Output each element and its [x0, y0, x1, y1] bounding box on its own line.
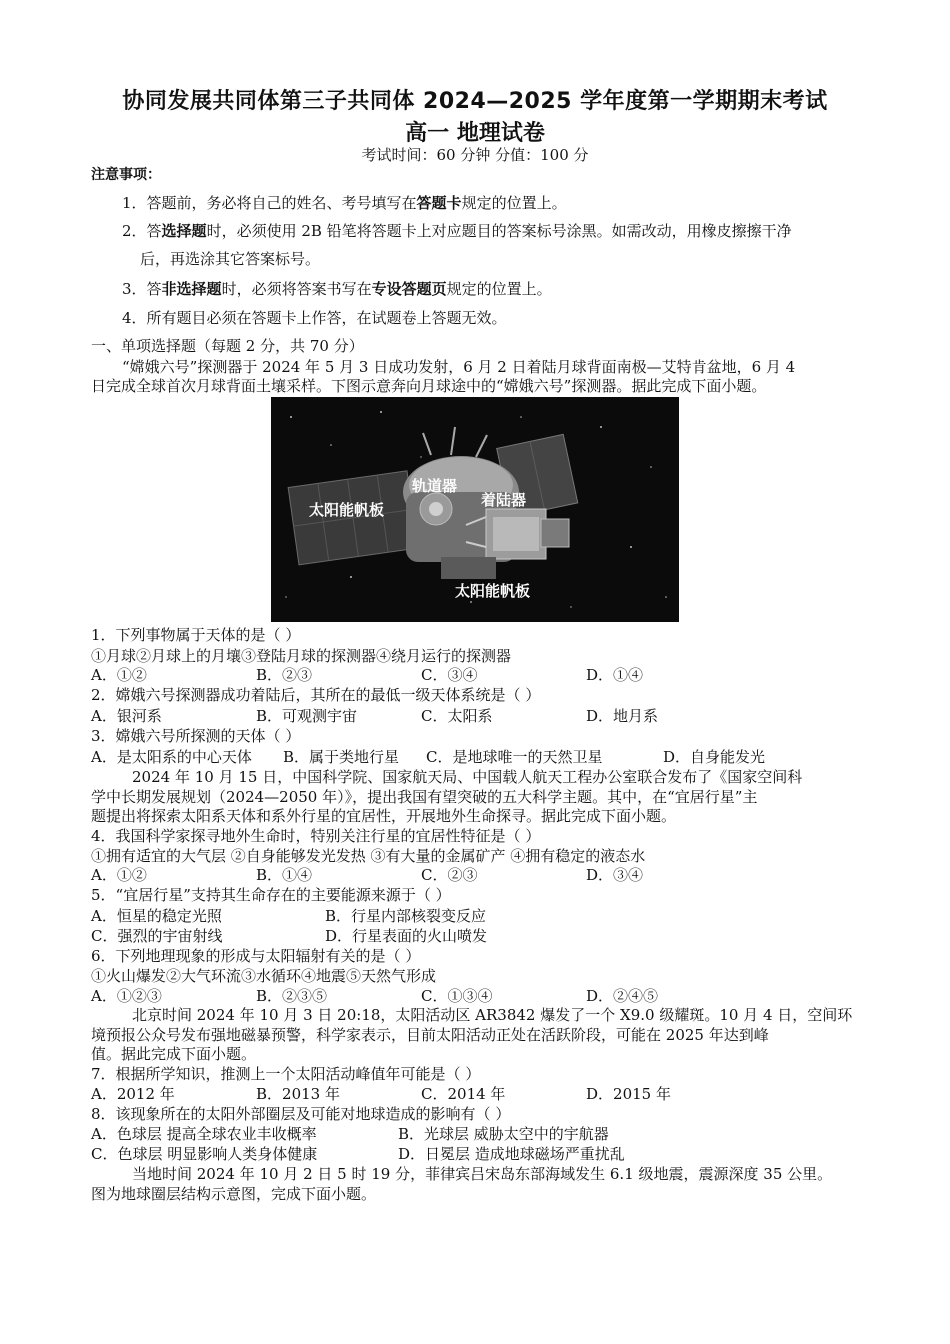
- passage2-line1: 2024 年 10 月 15 日，中国科学院、国家航天局、中国载人航天工程办公室联合发布了《国家空间科: [132, 768, 803, 786]
- passage3-line2: 境预报公众号发布强地磁暴预警，科学家表示，目前太阳活动正处在活跃阶段，可能在 2025 年达到峰: [91, 1026, 769, 1044]
- question-6-option-d: D．②④⑤: [586, 987, 659, 1005]
- passage1-line1: “嫦娥六号”探测器于 2024 年 5 月 3 日成功发射，6 月 2 日着陆月球背面南极—艾特肯盆地，6 月 4: [122, 358, 796, 376]
- question-7-option-c: C．2014 年: [421, 1085, 506, 1103]
- passage3-line1: 北京时间 2024 年 10 月 3 日 20:18，太阳活动区 AR3842 爆发了一个 X9.0 级耀斑。10 月 4 日，空间环: [132, 1006, 853, 1024]
- question-5-option-d: D．行星表面的火山喷发: [325, 927, 488, 945]
- notice-text: 规定的位置上。: [461, 194, 567, 212]
- question-6-option-c: C．①③④: [421, 987, 493, 1005]
- question-5-option-a: A．恒星的稳定光照: [91, 907, 222, 925]
- notice-keyword: 非选择题: [161, 280, 222, 298]
- question-8-option-a: A．色球层 提高全球农业丰收概率: [91, 1125, 317, 1143]
- question-7-option-a: A．2012 年: [91, 1085, 175, 1103]
- passage3-line3: 值。据此完成下面小题。: [91, 1045, 257, 1063]
- passage4-line2: 图为地球圈层结构示意图，完成下面小题。: [91, 1185, 377, 1203]
- question-3-option-c: C．是地球唯一的天然卫星: [426, 748, 603, 766]
- question-6-stem: 6．下列地理现象的形成与太阳辐射有关的是（ ）: [91, 947, 421, 965]
- notice-keyword: 专设答题页: [371, 280, 447, 298]
- question-6-option-b: B．②③⑤: [256, 987, 328, 1005]
- question-6-option-a: A．①②③: [91, 987, 162, 1005]
- question-6-items: ①火山爆发②大气环流③水循环④地震⑤天然气形成: [91, 967, 437, 985]
- question-5-option-b: B．行星内部核裂变反应: [325, 907, 487, 925]
- question-1-stem: 1．下列事物属于天体的是（ ）: [91, 626, 301, 644]
- passage2-line3: 题提出将探索太阳系天体和系外行星的宜居性，开展地外生命探寻。据此完成下面小题。: [91, 807, 677, 825]
- question-3-stem: 3．嫦娥六号所探测的天体（ ）: [91, 727, 301, 745]
- question-7-option-d: D．2015 年: [586, 1085, 671, 1103]
- notice-item-1: [122, 194, 567, 213]
- question-8-option-c: C．色球层 明显影响人类身体健康: [91, 1145, 318, 1163]
- notice-text: 2．答: [122, 222, 162, 240]
- question-1-option-b: B．②③: [256, 666, 313, 684]
- question-1-items: ①月球②月球上的月壤③登陆月球的探测器④绕月运行的探测器: [91, 647, 512, 665]
- question-4-stem: 4．我国科学家探寻地外生命时，特别关注行星的宜居性特征是（ ）: [91, 827, 541, 845]
- question-3-option-d: D．自身能发光: [663, 748, 766, 766]
- question-2-option-a: A．银河系: [91, 707, 162, 725]
- question-8-option-d: D．日冕层 造成地球磁场严重扰乱: [398, 1145, 625, 1163]
- notice-item-2-cont: 后，再选涂其它答案标号。: [140, 250, 321, 268]
- question-2-option-d: D．地月系: [586, 707, 659, 725]
- passage2-line2: 学中长期发展规划（2024—2050 年）》，提出我国有望突破的五大科学主题。其中，在“宜居行星”主: [91, 788, 758, 806]
- question-8-option-b: B．光球层 威胁太空中的宇航器: [398, 1125, 609, 1143]
- notice-text: 时，必须使用 2B 铅笔将答题卡上对应题目的答案标号涂黑。如需改动，用橡皮擦擦干净: [206, 222, 792, 240]
- question-4-option-a: A．①②: [91, 866, 147, 884]
- question-7-stem: 7．根据所学知识，推测上一个太阳活动峰值年可能是（ ）: [91, 1065, 481, 1083]
- question-1-option-a: A．①②: [91, 666, 147, 684]
- notice-item-2: [122, 222, 792, 241]
- label-orbiter: 轨道器: [412, 477, 458, 495]
- label-lander: 着陆器: [481, 491, 527, 509]
- label-solar-panel-bottom: 太阳能帆板: [455, 582, 531, 600]
- passage1-line2: 日完成全球首次月球背面土壤采样。下图示意奔向月球途中的“嫦娥六号”探测器。据此完成下面小题。: [91, 377, 767, 395]
- change6-probe-figure: [271, 397, 679, 622]
- passage4-line1: 当地时间 2024 年 10 月 2 日 5 时 19 分，菲律宾吕宋岛东部海域发生 6.1 级地震，震源深度 35 公里。: [132, 1165, 833, 1183]
- question-4-option-b: B．①④: [256, 866, 313, 884]
- question-5-option-c: C．强烈的宇宙射线: [91, 927, 223, 945]
- question-3-option-a: A．是太阳系的中心天体: [91, 748, 252, 766]
- question-8-stem: 8．该现象所在的太阳外部圈层及可能对地球造成的影响有（ ）: [91, 1105, 511, 1123]
- question-4-option-c: C．②③: [421, 866, 478, 884]
- question-1-option-c: C．③④: [421, 666, 478, 684]
- label-solar-panel-left: 太阳能帆板: [309, 501, 385, 519]
- exam-subject-title: 高一 地理试卷: [405, 121, 545, 146]
- notice-keyword: 选择题: [161, 222, 207, 240]
- notice-text: 时，必须将答案书写在: [221, 280, 372, 298]
- notice-text: 规定的位置上。: [446, 280, 552, 298]
- exam-time-score: 考试时间：60 分钟 分值：100 分: [361, 146, 589, 164]
- notice-text: 1．答题前，务必将自己的姓名、考号填写在: [122, 194, 417, 212]
- question-2-option-b: B．可观测宇宙: [256, 707, 358, 725]
- question-3-option-b: B．属于类地行星: [283, 748, 400, 766]
- question-4-items: ①拥有适宜的大气层 ②自身能够发光发热 ③有大量的金属矿产 ④拥有稳定的液态水: [91, 847, 646, 865]
- question-2-stem: 2．嫦娥六号探测器成功着陆后，其所在的最低一级天体系统是（ ）: [91, 686, 541, 704]
- exam-title: 协同发展共同体第三子共同体 2024—2025 学年度第一学期期末考试: [122, 89, 828, 114]
- question-7-option-b: B．2013 年: [256, 1085, 340, 1103]
- question-5-stem: 5．“宜居行星”支持其生命存在的主要能源来源于（ ）: [91, 886, 451, 904]
- question-4-option-d: D．③④: [586, 866, 644, 884]
- notice-item-3: [122, 280, 552, 299]
- notice-text: 3．答: [122, 280, 162, 298]
- notice-heading: 注意事项：: [91, 167, 161, 183]
- notice-item-4: 4．所有题目必须在答题卡上作答，在试题卷上答题无效。: [122, 309, 507, 327]
- notice-keyword: 答题卡: [416, 194, 462, 212]
- question-2-option-c: C．太阳系: [421, 707, 493, 725]
- section-title: 一、单项选择题（每题 2 分，共 70 分）: [91, 337, 364, 355]
- question-1-option-d: D．①④: [586, 666, 644, 684]
